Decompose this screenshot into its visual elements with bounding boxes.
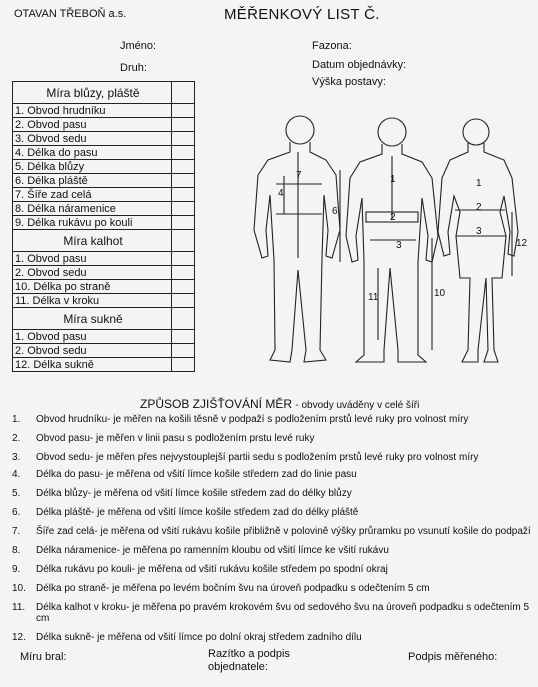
style-field-label: Fazona: — [312, 40, 352, 52]
value-cell[interactable] — [172, 308, 195, 330]
measured-person-signature-label: Podpis měřeného: — [408, 651, 498, 663]
list-item: 8. Délka náramenice- je měřena po ramenním kloubu od všití límce ke všití rukávu — [12, 545, 389, 556]
table-row-label: 11. Délka v kroku — [13, 294, 172, 308]
value-cell[interactable] — [172, 132, 195, 146]
value-cell[interactable] — [172, 146, 195, 160]
type-field-label: Druh: — [120, 62, 147, 74]
table-row-label: 5. Délka blůzy — [13, 160, 172, 174]
figure-label: 1 — [476, 178, 482, 189]
value-cell[interactable] — [172, 294, 195, 308]
list-item: 9. Délka rukávu po kouli- je měřena od všití rukávu košile středem po spodní okraj — [12, 564, 388, 575]
table-row-label: 8. Délka náramenice — [13, 202, 172, 216]
list-item: 2. Obvod pasu- je měřen v linii pasu s podložením prstu levé ruky — [12, 433, 315, 444]
value-cell[interactable] — [172, 118, 195, 132]
list-item: 3. Obvod sedu- je měřen přes nejvystouplejší partii sedu s podložením prstů levé ruky pro volnost míry — [12, 452, 479, 463]
table-row-label: 6. Délka pláště — [13, 174, 172, 188]
figure-label: 2 — [476, 202, 482, 213]
list-item: 11. Délka kalhot v kroku- je měřena po pravém krokovém švu od sedového švu na úroveň podpadku s odečtením 5 cm — [12, 602, 530, 624]
woman-figure — [438, 119, 518, 362]
table-row-label: 2. Obvod sedu — [13, 344, 172, 358]
value-cell[interactable] — [172, 252, 195, 266]
list-item: 5. Délka blůzy- je měřena od všití límce košile středem zad do délky blůzy — [12, 488, 352, 499]
measurement-table — [12, 81, 195, 372]
value-cell[interactable] — [172, 280, 195, 294]
list-item: 6. Délka pláště- je měřena od všití límce košile středem zad do délky pláště — [12, 507, 359, 518]
figure-label: 3 — [476, 226, 482, 237]
table-row-label: 10. Délka po straně — [13, 280, 172, 294]
methods-title: ZPŮSOB ZJIŠŤOVÁNÍ MĚR - obvody uváděny v celé šíři — [140, 397, 420, 411]
value-cell[interactable] — [172, 82, 195, 104]
name-field-label: Jméno: — [120, 40, 157, 52]
figure-label: 10 — [434, 288, 446, 299]
table-row-label: 12. Délka sukně — [13, 358, 172, 372]
height-field-label: Výška postavy: — [312, 76, 386, 88]
list-item: 10. Délka po straně- je měřena po levém bočním švu na úroveň podpadku s odečtením 5 cm — [12, 583, 430, 594]
value-cell[interactable] — [172, 202, 195, 216]
section-title-skirt: Míra sukně — [13, 308, 172, 330]
figure-label: 6 — [332, 206, 338, 217]
body-measurement-figures — [195, 92, 535, 384]
table-row-label: 2. Obvod sedu — [13, 266, 172, 280]
figure-label: 2 — [390, 212, 396, 223]
man-back-figure — [254, 116, 340, 362]
measured-by-label: Míru bral: — [20, 651, 67, 663]
table-row-label: 7. Šíře zad celá — [13, 188, 172, 202]
table-row-label: 1. Obvod hrudníku — [13, 104, 172, 118]
table-row-label: 4. Délka do pasu — [13, 146, 172, 160]
value-cell[interactable] — [172, 266, 195, 280]
section-title-jacket: Míra blůzy, pláště — [13, 82, 172, 104]
value-cell[interactable] — [172, 188, 195, 202]
table-row-label: 1. Obvod pasu — [13, 252, 172, 266]
figure-label: 11 — [368, 292, 379, 303]
orderer-label: objednatele: — [208, 661, 268, 673]
figure-label: 12 — [516, 238, 528, 249]
list-item: 12. Délka sukně- je měřena od všití límce po dolní okraj středem zadního dílu — [12, 632, 362, 643]
figure-label: 4 — [278, 188, 284, 199]
table-row-label: 3. Obvod sedu — [13, 132, 172, 146]
figure-label: 1 — [390, 174, 396, 185]
value-cell[interactable] — [172, 344, 195, 358]
section-title-trousers: Míra kalhot — [13, 230, 172, 252]
value-cell[interactable] — [172, 230, 195, 252]
order-date-field-label: Datum objednávky: — [312, 59, 407, 71]
figure-label: 3 — [396, 240, 402, 251]
value-cell[interactable] — [172, 358, 195, 372]
value-cell[interactable] — [172, 160, 195, 174]
list-item: 1. Obvod hrudníku- je měřen na košili těsně v podpaží s podložením prstů levé ruky pro volnost míry — [12, 414, 469, 425]
value-cell[interactable] — [172, 330, 195, 344]
list-item: 4. Délka do pasu- je měřena od všití límce košile středem zad do linie pasu — [12, 469, 357, 480]
table-row-label: 9. Délka rukávu po kouli — [13, 216, 172, 230]
figure-label: 7 — [296, 170, 302, 181]
table-row-label: 2. Obvod pasu — [13, 118, 172, 132]
value-cell[interactable] — [172, 216, 195, 230]
methods-list — [12, 414, 534, 643]
value-cell[interactable] — [172, 104, 195, 118]
list-item: 7. Šíře zad celá- je měřena od všití rukávu košile přibližně v polovině výšky průramku po vsunutí košile do podpaží — [12, 526, 531, 537]
page-title: MĚŘENKOVÝ LIST Č. — [224, 6, 380, 23]
company-name: OTAVAN TŘEBOŇ a.s. — [14, 8, 127, 20]
stamp-signature-label: Razítko a podpis — [208, 648, 290, 660]
table-row-label: 1. Obvod pasu — [13, 330, 172, 344]
value-cell[interactable] — [172, 174, 195, 188]
